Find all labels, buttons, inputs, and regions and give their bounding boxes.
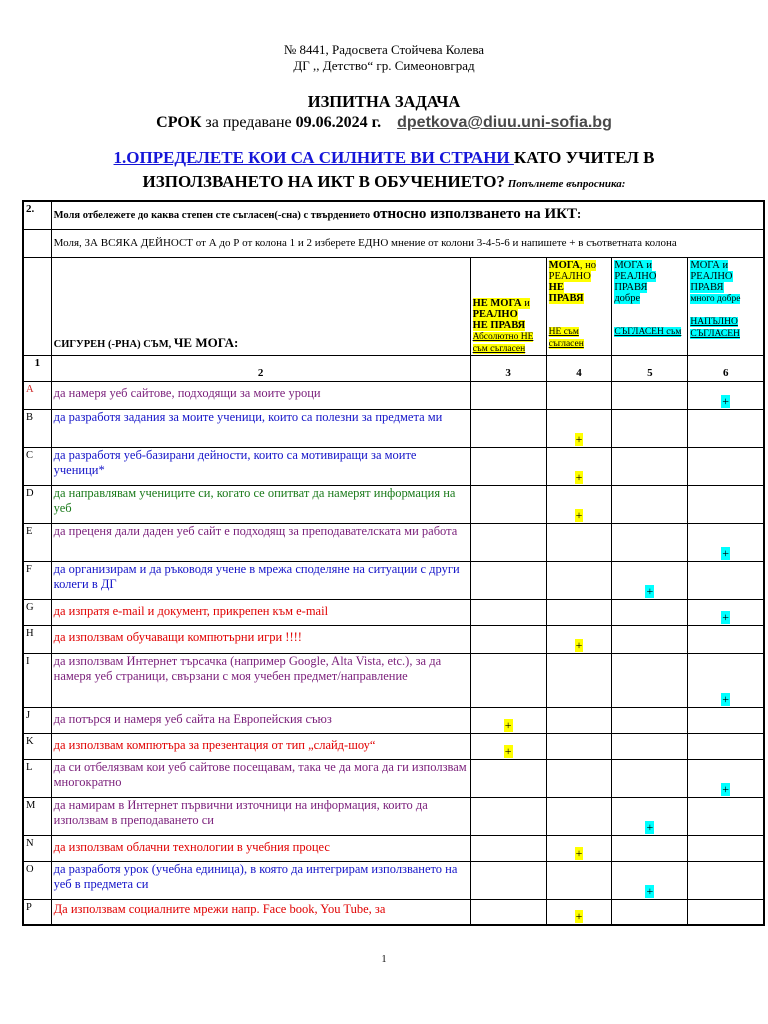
sure-label-big: ЧЕ МОГА: (173, 334, 239, 350)
answer-cell-col4[interactable] (546, 835, 612, 861)
answer-cell-col4[interactable] (546, 599, 612, 625)
table-row (23, 707, 764, 733)
row-statement: да потърся и намеря уеб сайта на Европейския съюз (51, 707, 470, 733)
col6-header (688, 257, 764, 355)
col3-b: и (521, 297, 530, 309)
answer-mark: + (575, 507, 583, 522)
answer-cell-col3[interactable] (470, 797, 546, 835)
answer-mark: + (722, 781, 730, 796)
table-row (23, 835, 764, 861)
table-row (23, 381, 764, 409)
col5-b: РЕАЛНО (614, 270, 657, 282)
col4-c: РЕАЛНО (548, 270, 591, 282)
answer-cell-col6[interactable] (688, 835, 764, 861)
col4-b: , но (579, 259, 596, 271)
answer-cell-col3[interactable] (470, 733, 546, 759)
row-statement: да използвам обучаващи компютърни игри !!!! (51, 625, 470, 653)
col5-e: СЪГЛАСЕН съм (614, 326, 682, 337)
answer-cell-col3[interactable] (470, 599, 546, 625)
answer-cell-col3[interactable] (470, 707, 546, 733)
table-row (23, 523, 764, 561)
answer-mark: + (504, 743, 512, 758)
colnum-1: 1 (23, 355, 51, 381)
colnum-5: 5 (612, 355, 688, 381)
answer-cell-col6[interactable] (688, 707, 764, 733)
row-statement: да намирам в Интернет първични източници на информация, които да използвам в преподаването си (51, 797, 470, 835)
answer-cell-col6[interactable] (688, 861, 764, 899)
answer-cell-col5[interactable] (612, 653, 688, 707)
answer-mark: + (575, 431, 583, 446)
colnum-2: 2 (51, 355, 470, 381)
answer-cell-col3[interactable] (470, 653, 546, 707)
answer-cell-col6[interactable] (688, 733, 764, 759)
row-statement: да изпратя e-mail и документ, прикрепен към e-mail (51, 599, 470, 625)
answer-mark: + (575, 637, 583, 652)
intro-row (51, 201, 764, 229)
answer-cell-col4[interactable] (546, 561, 612, 599)
row-statement: да преценя дали даден уеб сайт е подходящ за преподавателската ми работа (51, 523, 470, 561)
blank-cell (23, 229, 51, 257)
answer-cell-col6[interactable] (688, 523, 764, 561)
answer-cell-col4[interactable] (546, 707, 612, 733)
row-statement: да си отбелязвам кои уеб сайтове посещавам, така че да мога да ги използвам многократно (51, 759, 470, 797)
intro-emphasis: относно използването на ИКТ (372, 206, 577, 223)
task-heading-black1: КАТО УЧИТЕЛ В (513, 148, 655, 167)
email-link[interactable]: dpetkova@diuu.uni-sofia.bg (397, 114, 612, 131)
deadline-text: за предаване (201, 114, 296, 131)
answer-mark: + (575, 909, 583, 923)
answer-cell-col4[interactable] (546, 381, 612, 409)
questionnaire-table (22, 200, 765, 926)
row-letter: H (23, 625, 51, 653)
col4-a: МОГА (548, 259, 580, 271)
answer-cell-col3[interactable] (470, 759, 546, 797)
answer-cell-col4[interactable] (546, 409, 612, 447)
table-row (23, 409, 764, 447)
answer-cell-col5[interactable] (612, 707, 688, 733)
row-statement: да направлявам учениците си, когато се опитват да намерят информация на уеб (51, 485, 470, 523)
submission-id: № 8441, Радосвета Стойчева Колева (283, 42, 485, 57)
row-letter: I (23, 653, 51, 707)
table-row (23, 861, 764, 899)
row-letter: M (23, 797, 51, 835)
answer-cell-col3[interactable] (470, 485, 546, 523)
answer-cell-col4[interactable] (546, 733, 612, 759)
answer-cell-col3[interactable] (470, 447, 546, 485)
deadline-label: СРОК (156, 114, 202, 131)
answer-cell-col4[interactable] (546, 625, 612, 653)
answer-cell-col6[interactable] (688, 599, 764, 625)
answer-mark: + (722, 691, 730, 706)
row-statement: да използвам облачни технологии в учебния процес (51, 835, 470, 861)
col5-c: ПРАВЯ (614, 281, 648, 293)
row-statement: да намеря уеб сайтове, подходящи за моите уроци (51, 381, 470, 409)
answer-cell-col4[interactable] (546, 485, 612, 523)
answer-cell-col4[interactable] (546, 523, 612, 561)
table-row (23, 653, 764, 707)
row-letter: J (23, 707, 51, 733)
answer-cell-col3[interactable] (470, 561, 546, 599)
task-note: Попълнете въпросника: (504, 178, 626, 190)
row-letter: N (23, 835, 51, 861)
col5-a: МОГА и (614, 259, 652, 271)
row-letter: D (23, 485, 51, 523)
col6-b: РЕАЛНО (690, 270, 733, 282)
col3-e: Абсолютно НЕ съм съгласен (472, 331, 534, 354)
task-heading (0, 146, 768, 196)
table-row (23, 599, 764, 625)
row-letter: P (23, 899, 51, 925)
row-letter: O (23, 861, 51, 899)
col6-d: много добре (690, 293, 741, 304)
row-letter: A (23, 381, 51, 409)
answer-cell-col5[interactable] (612, 861, 688, 899)
col6-e: НАПЪЛНО СЪГЛАСЕН (690, 316, 740, 339)
table-row (23, 561, 764, 599)
row-letter: L (23, 759, 51, 797)
answer-mark: + (722, 393, 730, 408)
col4-e: ПРАВЯ (548, 292, 584, 304)
table-row (23, 733, 764, 759)
table-row (23, 485, 764, 523)
answer-cell-col6[interactable] (688, 653, 764, 707)
deadline-line (0, 114, 768, 132)
answer-cell-col6[interactable] (688, 759, 764, 797)
col5-header (612, 257, 688, 355)
answer-mark: + (575, 469, 583, 484)
col3-header (470, 257, 546, 355)
answer-cell-col5[interactable] (612, 625, 688, 653)
table-row (23, 625, 764, 653)
answer-cell-col3[interactable] (470, 523, 546, 561)
answer-cell-col3[interactable] (470, 381, 546, 409)
deadline-date: 09.06.2024 г. (295, 114, 382, 131)
answer-cell-col5[interactable] (612, 409, 688, 447)
colnum-3: 3 (470, 355, 546, 381)
answer-cell-col5[interactable] (612, 899, 688, 925)
col4-header (546, 257, 612, 355)
answer-cell-col4[interactable] (546, 447, 612, 485)
answer-cell-col4[interactable] (546, 797, 612, 835)
col5-d: добре (614, 292, 641, 304)
sure-label (51, 257, 470, 355)
col6-c: ПРАВЯ (690, 281, 724, 293)
answer-cell-col6[interactable] (688, 409, 764, 447)
answer-cell-col6[interactable] (688, 447, 764, 485)
answer-mark: + (646, 819, 654, 834)
row-letter: G (23, 599, 51, 625)
col4-d: НЕ (548, 281, 564, 293)
row-statement: да използвам компютъра за презентация от тип „слайд-шоу“ (51, 733, 470, 759)
section-number: 2. (23, 201, 51, 229)
kindergarten-name: ДГ ,, Детство“ гр. Симеоновград (293, 58, 475, 73)
instruction-text: Моля, ЗА ВСЯКА ДЕЙНОСТ от А до Р от колона 1 и 2 изберете ЕДНО мнение от колони 3-4-5-6 и напишете + в съответната колона (51, 229, 764, 257)
row-statement: да разработя задания за моите ученици, които са полезни за предмета ми (51, 409, 470, 447)
table-row (23, 759, 764, 797)
row-letter: B (23, 409, 51, 447)
answer-cell-col3[interactable] (470, 409, 546, 447)
table-row (23, 447, 764, 485)
answer-cell-col5[interactable] (612, 381, 688, 409)
answer-cell-col5[interactable] (612, 759, 688, 797)
answer-mark: + (646, 883, 654, 898)
row-letter: K (23, 733, 51, 759)
answer-cell-col6[interactable] (688, 485, 764, 523)
task-heading-blue: 1.ОПРЕДЕЛЕТЕ КОИ СА СИЛНИТЕ ВИ СТРАНИ (113, 148, 514, 167)
row-statement: да разработя уеб-базирани дейности, които са мотивиращи за моите ученици* (51, 447, 470, 485)
answer-cell-col5[interactable] (612, 523, 688, 561)
answer-cell-col3[interactable] (470, 899, 546, 925)
document-title: ИЗПИТНА ЗАДАЧА (307, 92, 461, 111)
answer-mark: + (504, 717, 512, 732)
answer-cell-col6[interactable] (688, 797, 764, 835)
row-statement: да организирам и да ръководя учене в мрежа споделяне на ситуации с други колеги в ДГ (51, 561, 470, 599)
answer-mark: + (722, 609, 730, 624)
answer-cell-col5[interactable] (612, 599, 688, 625)
answer-mark: + (575, 845, 583, 860)
answer-cell-col3[interactable] (470, 861, 546, 899)
answer-cell-col5[interactable] (612, 835, 688, 861)
intro-text: Моля отбележете до каква степен сте съгласен(-сна) с твърдението (53, 210, 373, 222)
answer-mark: + (646, 583, 654, 598)
answer-cell-col6[interactable] (688, 625, 764, 653)
answer-cell-col5[interactable] (612, 561, 688, 599)
table-row (23, 899, 764, 925)
col3-c: РЕАЛНО (472, 308, 518, 320)
row-statement: Да използвам социалните мрежи напр. Face book, You Tube, за (51, 899, 470, 925)
row-statement: да разработя урок (учебна единица), в която да интегрирам използването на уеб в предмета си (51, 861, 470, 899)
table-row (23, 797, 764, 835)
intro-colon: : (577, 207, 582, 222)
blank-cell (23, 257, 51, 355)
column-numbers-row (23, 355, 764, 381)
answer-mark: + (722, 545, 730, 560)
answer-cell-col5[interactable] (612, 485, 688, 523)
answer-cell-col4[interactable] (546, 899, 612, 925)
answer-cell-col4[interactable] (546, 759, 612, 797)
row-letter: C (23, 447, 51, 485)
answer-cell-col6[interactable] (688, 899, 764, 925)
answer-cell-col3[interactable] (470, 835, 546, 861)
answer-cell-col4[interactable] (546, 653, 612, 707)
row-letter: F (23, 561, 51, 599)
col4-f: НЕ съм съгласен (548, 326, 584, 349)
sure-label-small: СИГУРЕН (-РНА) СЪМ, (53, 338, 174, 350)
col6-a: МОГА и (690, 259, 729, 271)
answer-cell-col5[interactable] (612, 797, 688, 835)
row-statement: да използвам Интернет търсачка (например Google, Alta Vista, etc.), за да намеря уеб страници, свързани с моя учебен предмет/направление (51, 653, 470, 707)
colnum-6: 6 (688, 355, 764, 381)
col3-a: НЕ МОГА (472, 297, 522, 309)
answer-cell-col4[interactable] (546, 861, 612, 899)
answer-cell-col3[interactable] (470, 625, 546, 653)
task-heading-black2: ИЗПОЛЗВАНЕТО НА ИКТ В ОБУЧЕНИЕТО? (142, 172, 505, 191)
answer-cell-col5[interactable] (612, 447, 688, 485)
answer-cell-col6[interactable] (688, 561, 764, 599)
row-letter: E (23, 523, 51, 561)
colnum-4: 4 (546, 355, 612, 381)
answer-cell-col5[interactable] (612, 733, 688, 759)
answer-cell-col6[interactable] (688, 381, 764, 409)
col3-d: НЕ ПРАВЯ (472, 319, 526, 331)
page-number: 1 (381, 954, 387, 965)
